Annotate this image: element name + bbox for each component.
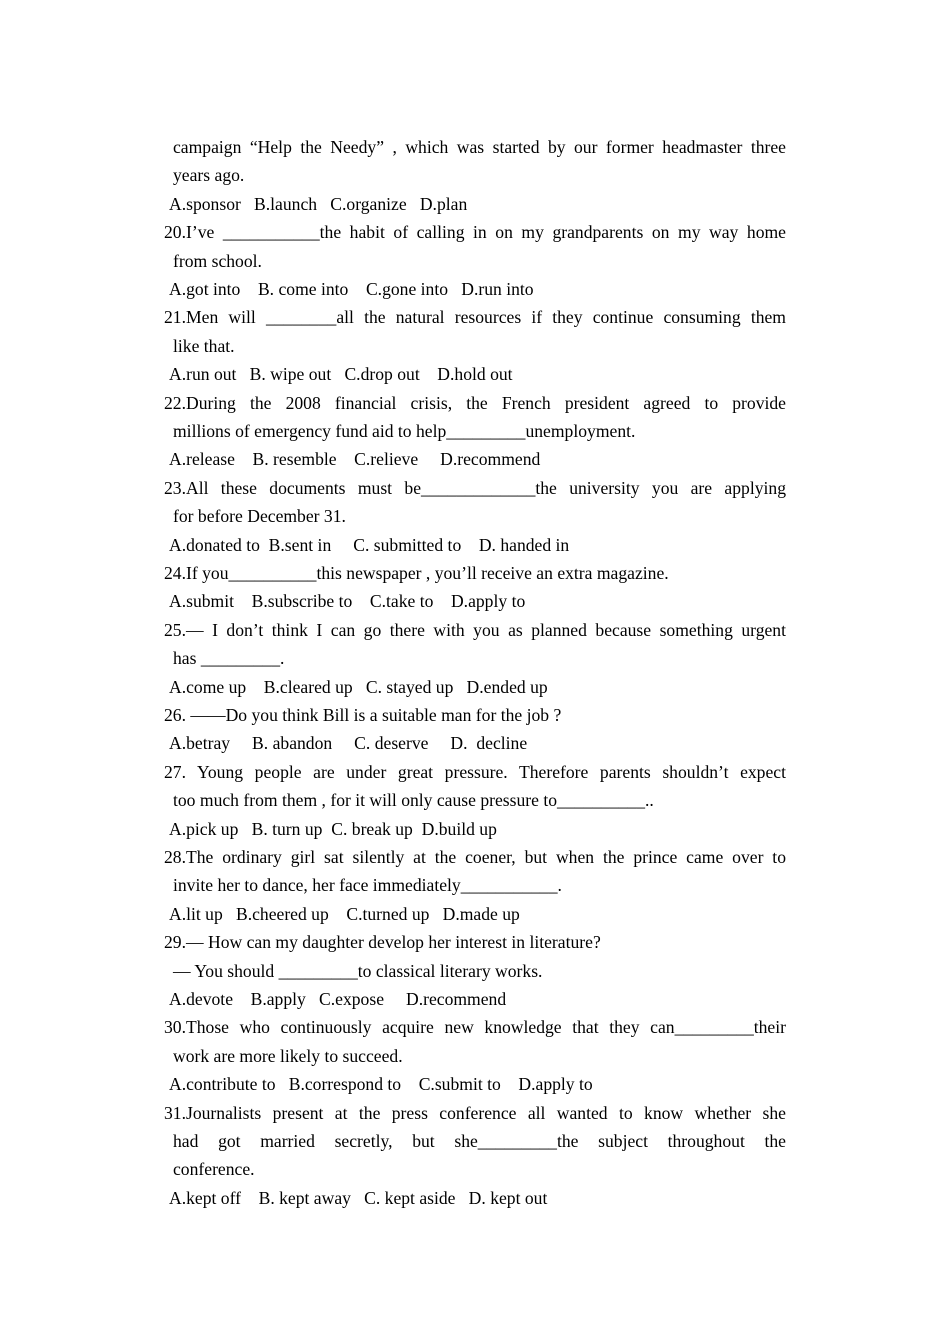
question-line: 28.The ordinary girl sat silently at the coener, but when the prince came over to (164, 847, 786, 867)
answer-options: A.devote B.apply C.expose D.recommend (169, 989, 507, 1009)
text-line: had got married secretly, but she_________the subject throughout the (173, 1131, 786, 1151)
question-line: 31.Journalists present at the press conference all wanted to know whether she (164, 1102, 786, 1123)
text-line: too much from them , for it will only cause pressure to__________.. (173, 790, 654, 811)
question-line: 20.I’ve ___________the habit of calling in on my grandparents on my way home (164, 222, 786, 243)
answer-options: A.come up B.cleared up C. stayed up D.ended up (169, 676, 548, 697)
question-line: 25.— I don’t think I can go there with you as planned because something urgent (164, 619, 786, 640)
text-line: like that. (173, 335, 235, 356)
text-line: millions of emergency fund aid to help_________unemployment. (173, 421, 636, 441)
answer-options: A.donated to B.sent in C. submitted to D. handed in (169, 534, 570, 555)
text-line: from school. (173, 250, 262, 271)
text-line: campaign “Help the Needy” , which was started by our former headmaster three (173, 137, 786, 157)
text-line: years ago. (173, 165, 245, 186)
answer-options: A.run out B. wipe out C.drop out D.hold out (169, 364, 513, 385)
answer-options: A.betray B. abandon C. deserve D. decline (169, 733, 528, 754)
answer-options: A.got into B. come into C.gone into D.run into (169, 279, 534, 299)
text-line: has _________. (173, 648, 285, 669)
text-line: work are more likely to succeed. (173, 1045, 403, 1066)
answer-options: A.kept off B. kept away C. kept aside D. kept out (169, 1187, 548, 1208)
text-line: conference. (173, 1159, 255, 1180)
question-line: 30.Those who continuously acquire new knowledge that they can_________their (164, 1017, 786, 1038)
question-line: 29.— How can my daughter develop her interest in literature? (164, 932, 601, 953)
question-line: 23.All these documents must be_____________the university you are applying (164, 477, 786, 498)
answer-options: A.lit up B.cheered up C.turned up D.made up (169, 903, 520, 924)
question-line: 22.During the 2008 financial crisis, the French president agreed to provide (164, 392, 786, 413)
answer-options: A.contribute to B.correspond to C.submit to D.apply to (169, 1074, 593, 1095)
question-line: 27. Young people are under great pressure. Therefore parents shouldn’t expect (164, 761, 786, 782)
question-line: 26. ——Do you think Bill is a suitable man for the job ? (164, 705, 562, 725)
question-line: 21.Men will ________all the natural resources if they continue consuming them (164, 307, 786, 328)
text-line: — You should _________to classical literary works. (173, 960, 543, 981)
question-line: 24.If you__________this newspaper , you’ll receive an extra magazine. (164, 563, 669, 583)
answer-options: A.pick up B. turn up C. break up D.build up (169, 818, 497, 839)
answer-options: A.submit B.subscribe to C.take to D.apply to (169, 591, 526, 612)
answer-options: A.release B. resemble C.relieve D.recommend (169, 449, 541, 470)
text-line: for before December 31. (173, 506, 346, 527)
text-line: invite her to dance, her face immediately___________. (173, 875, 562, 896)
answer-options: A.sponsor B.launch C.organize D.plan (169, 193, 468, 214)
